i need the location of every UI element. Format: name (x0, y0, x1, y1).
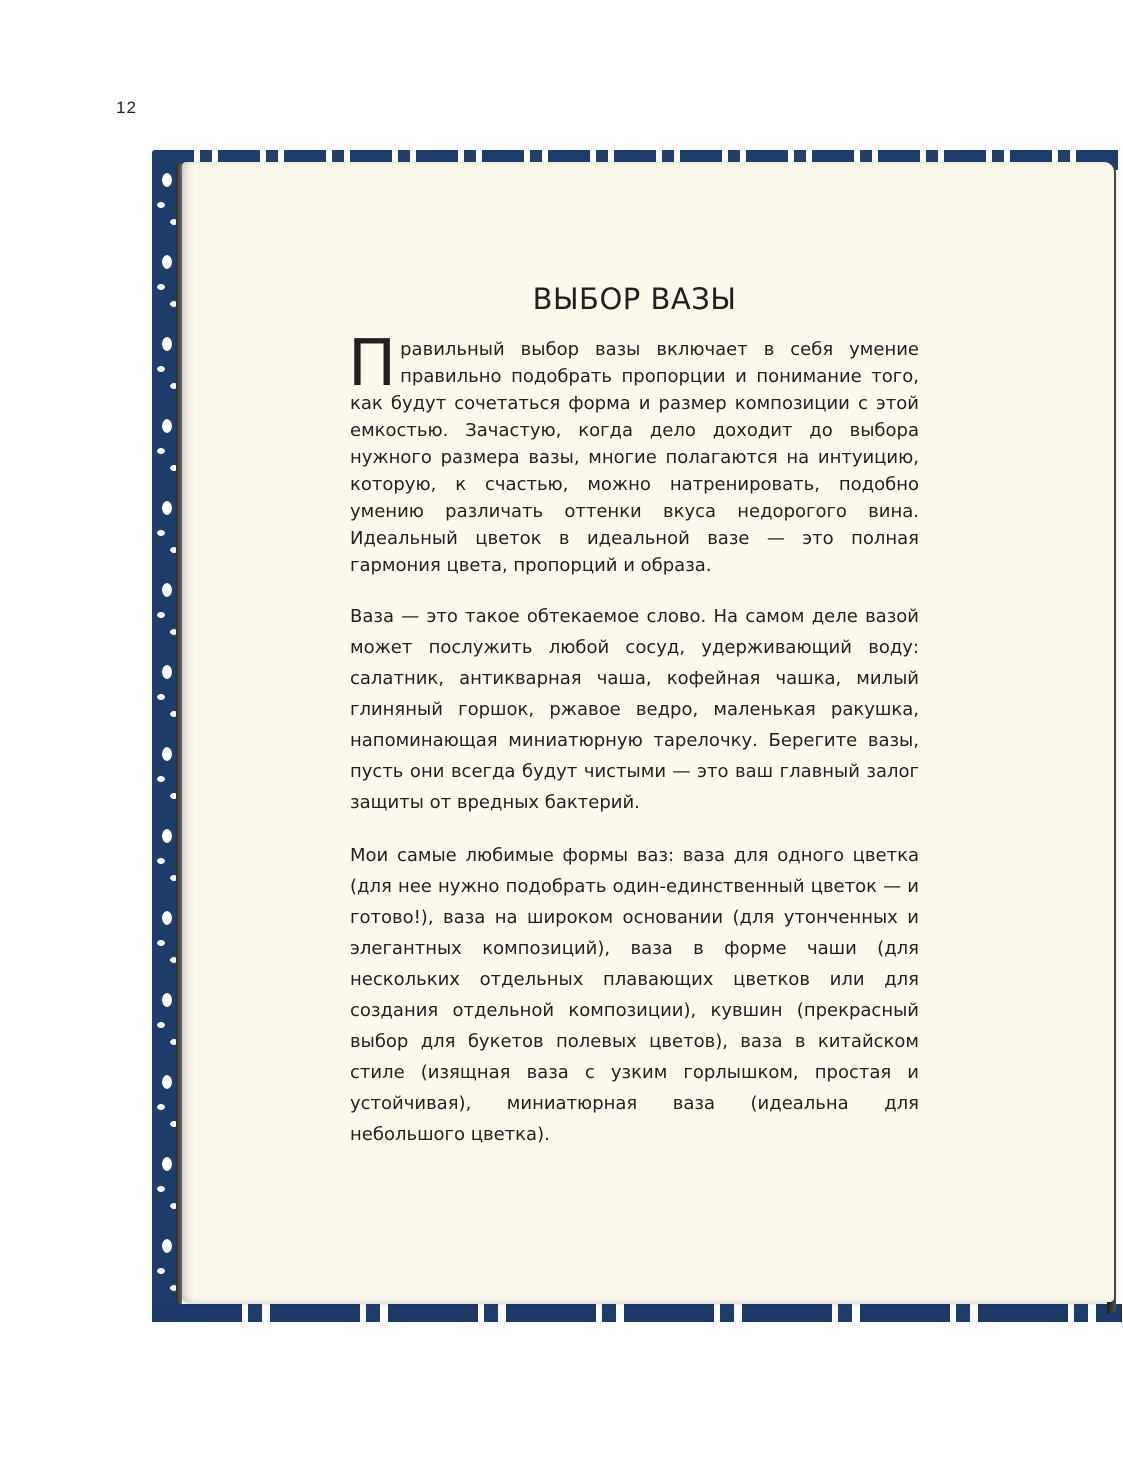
article-title: ВЫБОР ВАЗЫ (532, 282, 737, 316)
drop-cap: П (348, 327, 397, 401)
paragraph-1 (348, 327, 919, 579)
article (350, 282, 919, 1150)
patterned-border-bottom (152, 1304, 1122, 1322)
page-number: 12 (116, 98, 137, 117)
paragraph-2: Ваза — это такое обтекаемое слово. На самом деле вазой может послужить любой сосуд, удерживающий воду: салатник, антикварная чаша, кофейная чашка, милый глиняный горшок, ржавое ведро, маленькая ракушка, напоминающая миниатюрную тарелочку. Берегите вазы, пусть они всегда будут чистыми — это ваш главный залог защиты от вредных бактерий. (350, 606, 919, 813)
paragraph-1-text: равильный выбор вазы включает в себя умение правильно подобрать пропорции и понимание того, как будут сочетаться форма и размер композиции с этой емкостью. Зачастую, когда дело доходит до выбора нужного размера вазы, многие полагаются на интуицию, которую, к счастью, можно натренировать, подобно умению различать оттенки вкуса недорогого вина. Идеальный цветок в идеальной вазе — это полная гармония цвета, пропорций и образа. (350, 339, 919, 576)
paragraph-3: Мои самые любимые формы ваз: ваза для одного цветка (для нее нужно подобрать один-единственный цветок — и готово!), ваза на широком основании (для утонченных и элегантных композиций), ваза в форме чаши (для нескольких отдельных плавающих цветков или для создания отдельной композиции), кувшин (прекрасный выбор для букетов полевых цветов), ваза в китайском стиле (изящная ваза с узким горлышком, простая и устойчивая), миниатюрная ваза (идеальна для небольшого цветка). (350, 845, 919, 1145)
